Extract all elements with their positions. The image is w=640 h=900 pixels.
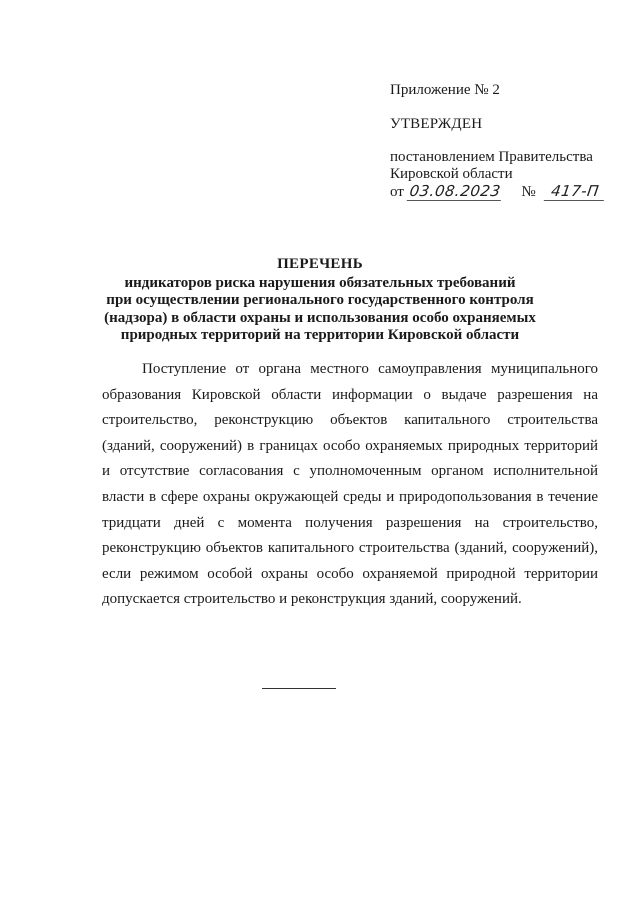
title-line-3: (надзора) в области охраны и использования особо охраняемых — [104, 309, 536, 326]
title-line-4: природных территорий на территории Кировской области — [120, 327, 520, 343]
decree-date-number — [390, 183, 630, 201]
date-prefix: от — [390, 184, 404, 200]
decree-authority — [390, 149, 630, 201]
annex-label: Приложение № 2 — [390, 82, 500, 98]
title-line-2: при осуществлении регионального государственного контроля — [106, 292, 534, 308]
handwritten-date: 03.08.2023 — [408, 182, 502, 200]
decree-line-1: постановлением Правительства — [390, 149, 593, 165]
title-line-1: индикаторов риска нарушения обязательных требований — [124, 274, 516, 291]
body-paragraph: Поступление от органа местного самоуправления муниципального образования Кировской области информации о выдаче разрешения на строительство, реконструкцию объектов капитального строительства (зданий, сооружений) в границах особо охраняемых природных территорий и отсутствие согласования с уполномоченным органом исполнительной власти в сфере охраны окружающей среды и природопользования в течение тридцати дней с момента получения разрешения на строительство, реконструкцию объектов капитального строительства (зданий, сооружений), если режимом особой охраны особо охраняемой природной территории допускается строительство и реконструкция зданий, сооружений. — [102, 361, 598, 608]
document-title — [80, 256, 560, 345]
title-heading: ПЕРЕЧЕНЬ — [277, 256, 363, 272]
approved-label: УТВЕРЖДЕН — [390, 116, 483, 132]
decree-line-2: Кировской области — [390, 166, 513, 182]
approval-block — [390, 82, 630, 201]
number-sign: № — [521, 184, 536, 200]
handwritten-number: 417-П — [544, 183, 607, 201]
end-separator-line — [262, 688, 336, 689]
